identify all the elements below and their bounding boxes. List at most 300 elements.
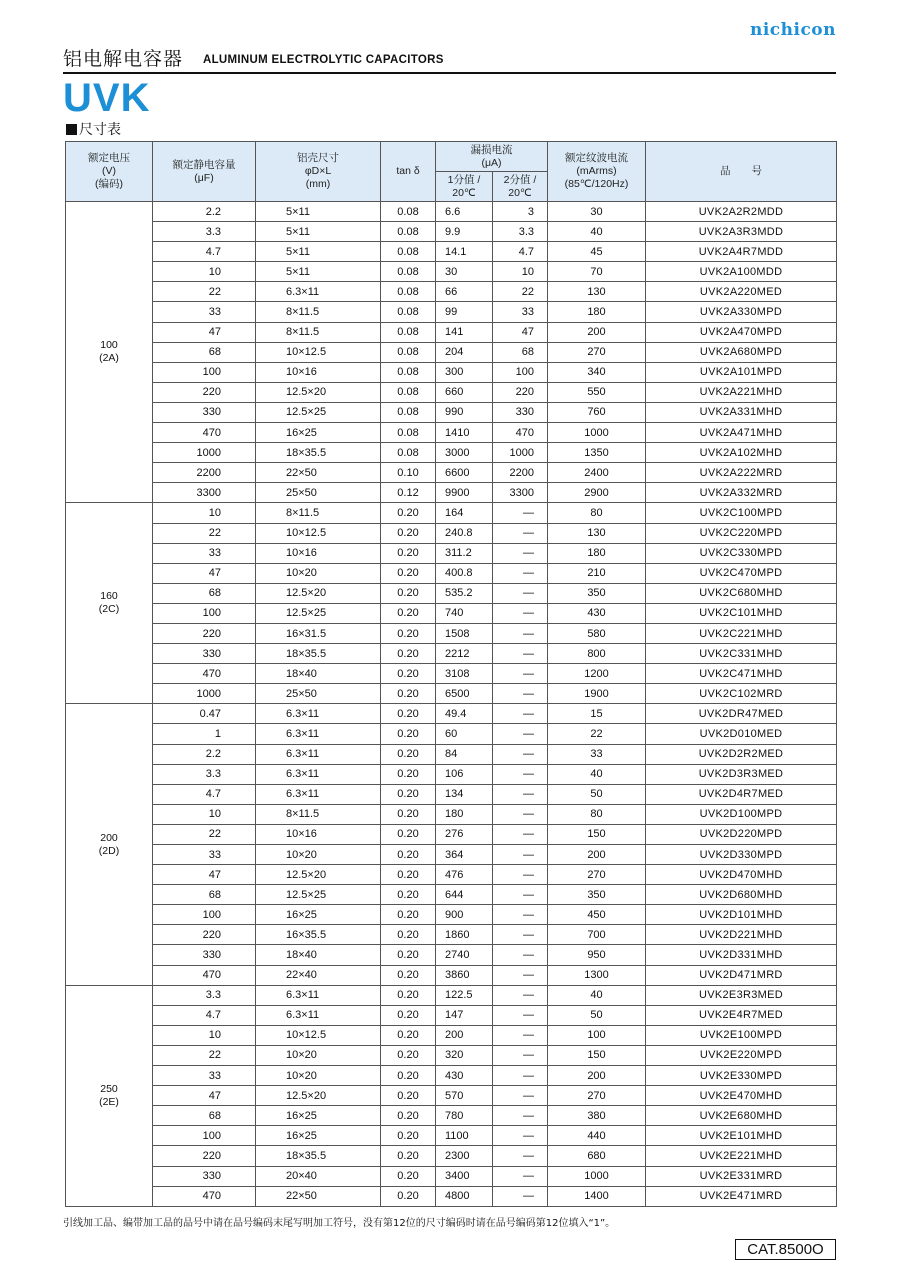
case-size-cell: 18×35.5 bbox=[256, 1146, 381, 1166]
header-part-number: 品 号 bbox=[646, 142, 837, 202]
tan-delta-cell: 0.20 bbox=[381, 1146, 436, 1166]
tan-delta-cell: 0.20 bbox=[381, 503, 436, 523]
case-size-cell: 5×11 bbox=[256, 242, 381, 262]
capacitance-cell: 1000 bbox=[153, 684, 256, 704]
part-number-cell: UVK2C221MHD bbox=[646, 623, 837, 643]
ripple-cell: 1000 bbox=[548, 423, 646, 443]
ripple-cell: 440 bbox=[548, 1126, 646, 1146]
leakage-2min-cell: — bbox=[493, 764, 548, 784]
leakage-1min-cell: 1508 bbox=[436, 623, 493, 643]
case-size-cell: 18×35.5 bbox=[256, 443, 381, 463]
capacitance-cell: 10 bbox=[153, 1025, 256, 1045]
tan-delta-cell: 0.10 bbox=[381, 463, 436, 483]
tan-delta-cell: 0.20 bbox=[381, 1086, 436, 1106]
tan-delta-cell: 0.20 bbox=[381, 523, 436, 543]
capacitance-cell: 1000 bbox=[153, 443, 256, 463]
table-row bbox=[66, 1086, 837, 1106]
leakage-1min-cell: 300 bbox=[436, 362, 493, 382]
tan-delta-cell: 0.20 bbox=[381, 644, 436, 664]
part-number-cell: UVK2E100MPD bbox=[646, 1025, 837, 1045]
capacitance-cell: 10 bbox=[153, 804, 256, 824]
case-size-cell: 8×11.5 bbox=[256, 322, 381, 342]
capacitance-cell: 3.3 bbox=[153, 985, 256, 1005]
leakage-1min-cell: 49.4 bbox=[436, 704, 493, 724]
tan-delta-cell: 0.20 bbox=[381, 824, 436, 844]
leakage-2min-cell: — bbox=[493, 704, 548, 724]
leakage-2min-cell: — bbox=[493, 503, 548, 523]
capacitance-cell: 22 bbox=[153, 282, 256, 302]
table-row bbox=[66, 1126, 837, 1146]
tan-delta-cell: 0.20 bbox=[381, 885, 436, 905]
case-size-cell: 22×50 bbox=[256, 1186, 381, 1206]
part-number-cell: UVK2D100MPD bbox=[646, 804, 837, 824]
table-row bbox=[66, 382, 837, 402]
ripple-cell: 680 bbox=[548, 1146, 646, 1166]
tan-delta-cell: 0.20 bbox=[381, 865, 436, 885]
tan-delta-cell: 0.20 bbox=[381, 744, 436, 764]
part-number-cell: UVK2C100MPD bbox=[646, 503, 837, 523]
part-number-cell: UVK2C470MPD bbox=[646, 563, 837, 583]
tan-delta-cell: 0.20 bbox=[381, 1025, 436, 1045]
leakage-1min-cell: 2212 bbox=[436, 644, 493, 664]
tan-delta-cell: 0.20 bbox=[381, 1186, 436, 1206]
capacitance-cell: 470 bbox=[153, 965, 256, 985]
ripple-cell: 130 bbox=[548, 523, 646, 543]
capacitance-cell: 2.2 bbox=[153, 202, 256, 222]
capacitance-cell: 4.7 bbox=[153, 1005, 256, 1025]
voltage-cell: 100 (2A) bbox=[66, 202, 153, 503]
header-ripple: 额定纹波电流 (mArms) (85℃/120Hz) bbox=[548, 142, 646, 202]
ripple-cell: 200 bbox=[548, 1066, 646, 1086]
leakage-1min-cell: 644 bbox=[436, 885, 493, 905]
leakage-1min-cell: 476 bbox=[436, 865, 493, 885]
square-bullet-icon bbox=[66, 124, 77, 135]
capacitance-cell: 220 bbox=[153, 623, 256, 643]
tan-delta-cell: 0.08 bbox=[381, 443, 436, 463]
leakage-2min-cell: — bbox=[493, 1146, 548, 1166]
capacitance-cell: 330 bbox=[153, 945, 256, 965]
table-row bbox=[66, 402, 837, 422]
tan-delta-cell: 0.08 bbox=[381, 342, 436, 362]
case-size-cell: 6.3×11 bbox=[256, 744, 381, 764]
title-zh: 铝电解电容器 bbox=[63, 48, 184, 70]
case-size-cell: 10×12.5 bbox=[256, 523, 381, 543]
case-size-cell: 10×12.5 bbox=[256, 1025, 381, 1045]
table-row bbox=[66, 543, 837, 563]
leakage-1min-cell: 141 bbox=[436, 322, 493, 342]
leakage-1min-cell: 147 bbox=[436, 1005, 493, 1025]
capacitance-cell: 4.7 bbox=[153, 242, 256, 262]
leakage-2min-cell: — bbox=[493, 945, 548, 965]
capacitance-cell: 100 bbox=[153, 362, 256, 382]
ripple-cell: 15 bbox=[548, 704, 646, 724]
tan-delta-cell: 0.20 bbox=[381, 784, 436, 804]
table-row bbox=[66, 985, 837, 1005]
leakage-1min-cell: 14.1 bbox=[436, 242, 493, 262]
part-number-cell: UVK2C331MHD bbox=[646, 644, 837, 664]
ripple-cell: 430 bbox=[548, 603, 646, 623]
case-size-cell: 16×35.5 bbox=[256, 925, 381, 945]
tan-delta-cell: 0.20 bbox=[381, 845, 436, 865]
ripple-cell: 80 bbox=[548, 503, 646, 523]
table-row bbox=[66, 1146, 837, 1166]
tan-delta-cell: 0.08 bbox=[381, 262, 436, 282]
case-size-cell: 16×25 bbox=[256, 905, 381, 925]
leakage-2min-cell: — bbox=[493, 845, 548, 865]
tan-delta-cell: 0.20 bbox=[381, 623, 436, 643]
leakage-1min-cell: 30 bbox=[436, 262, 493, 282]
ripple-cell: 580 bbox=[548, 623, 646, 643]
leakage-1min-cell: 84 bbox=[436, 744, 493, 764]
part-number-cell: UVK2E101MHD bbox=[646, 1126, 837, 1146]
tan-delta-cell: 0.20 bbox=[381, 664, 436, 684]
capacitance-cell: 47 bbox=[153, 563, 256, 583]
tan-delta-cell: 0.20 bbox=[381, 1045, 436, 1065]
case-size-cell: 10×20 bbox=[256, 845, 381, 865]
table-row bbox=[66, 644, 837, 664]
tan-delta-cell: 0.20 bbox=[381, 945, 436, 965]
leakage-1min-cell: 240.8 bbox=[436, 523, 493, 543]
table-row bbox=[66, 483, 837, 503]
leakage-1min-cell: 3000 bbox=[436, 443, 493, 463]
capacitance-cell: 0.47 bbox=[153, 704, 256, 724]
case-size-cell: 10×20 bbox=[256, 1045, 381, 1065]
case-size-cell: 16×31.5 bbox=[256, 623, 381, 643]
tan-delta-cell: 0.08 bbox=[381, 282, 436, 302]
leakage-2min-cell: — bbox=[493, 623, 548, 643]
part-number-cell: UVK2A101MPD bbox=[646, 362, 837, 382]
table-row bbox=[66, 282, 837, 302]
table-row bbox=[66, 623, 837, 643]
case-size-cell: 10×12.5 bbox=[256, 342, 381, 362]
table-row bbox=[66, 1106, 837, 1126]
part-number-cell: UVK2A2R2MDD bbox=[646, 202, 837, 222]
table-row bbox=[66, 443, 837, 463]
part-number-cell: UVK2D330MPD bbox=[646, 845, 837, 865]
leakage-2min-cell: 47 bbox=[493, 322, 548, 342]
tan-delta-cell: 0.20 bbox=[381, 1166, 436, 1186]
table-body bbox=[66, 202, 837, 1207]
capacitance-cell: 3.3 bbox=[153, 222, 256, 242]
ripple-cell: 700 bbox=[548, 925, 646, 945]
leakage-2min-cell: 3 bbox=[493, 202, 548, 222]
case-size-cell: 10×20 bbox=[256, 1066, 381, 1086]
table-row bbox=[66, 563, 837, 583]
leakage-2min-cell: — bbox=[493, 684, 548, 704]
part-number-cell: UVK2D4R7MED bbox=[646, 784, 837, 804]
part-number-cell: UVK2E221MHD bbox=[646, 1146, 837, 1166]
part-number-cell: UVK2A220MED bbox=[646, 282, 837, 302]
case-size-cell: 6.3×11 bbox=[256, 704, 381, 724]
section-title bbox=[66, 119, 121, 139]
table-row bbox=[66, 704, 837, 724]
table-row bbox=[66, 463, 837, 483]
part-number-cell: UVK2D470MHD bbox=[646, 865, 837, 885]
leakage-2min-cell: — bbox=[493, 824, 548, 844]
tan-delta-cell: 0.12 bbox=[381, 483, 436, 503]
tan-delta-cell: 0.08 bbox=[381, 402, 436, 422]
part-number-cell: UVK2D221MHD bbox=[646, 925, 837, 945]
case-size-cell: 10×16 bbox=[256, 824, 381, 844]
leakage-1min-cell: 276 bbox=[436, 824, 493, 844]
leakage-2min-cell: — bbox=[493, 724, 548, 744]
ripple-cell: 180 bbox=[548, 543, 646, 563]
leakage-1min-cell: 1410 bbox=[436, 423, 493, 443]
table-row bbox=[66, 905, 837, 925]
part-number-cell: UVK2E470MHD bbox=[646, 1086, 837, 1106]
tan-delta-cell: 0.20 bbox=[381, 965, 436, 985]
tan-delta-cell: 0.20 bbox=[381, 1066, 436, 1086]
header-leakage-1min: 1分值 / 20℃ bbox=[436, 172, 493, 202]
leakage-2min-cell: 33 bbox=[493, 302, 548, 322]
leakage-1min-cell: 66 bbox=[436, 282, 493, 302]
table-row bbox=[66, 1166, 837, 1186]
case-size-cell: 8×11.5 bbox=[256, 302, 381, 322]
part-number-cell: UVK2E331MRD bbox=[646, 1166, 837, 1186]
part-number-cell: UVK2A471MHD bbox=[646, 423, 837, 443]
ripple-cell: 130 bbox=[548, 282, 646, 302]
title-en: ALUMINUM ELECTROLYTIC CAPACITORS bbox=[203, 54, 444, 66]
part-number-cell: UVK2D471MRD bbox=[646, 965, 837, 985]
tan-delta-cell: 0.08 bbox=[381, 222, 436, 242]
leakage-2min-cell: 22 bbox=[493, 282, 548, 302]
capacitance-cell: 3.3 bbox=[153, 764, 256, 784]
ripple-cell: 2400 bbox=[548, 463, 646, 483]
table-row bbox=[66, 342, 837, 362]
table-row bbox=[66, 885, 837, 905]
capacitance-cell: 68 bbox=[153, 1106, 256, 1126]
ripple-cell: 150 bbox=[548, 1045, 646, 1065]
page-header bbox=[63, 44, 836, 74]
series-title: UVK bbox=[63, 76, 151, 120]
case-size-cell: 18×40 bbox=[256, 945, 381, 965]
tan-delta-cell: 0.20 bbox=[381, 543, 436, 563]
capacitance-cell: 33 bbox=[153, 543, 256, 563]
ripple-cell: 1200 bbox=[548, 664, 646, 684]
part-number-cell: UVK2A3R3MDD bbox=[646, 222, 837, 242]
tan-delta-cell: 0.20 bbox=[381, 985, 436, 1005]
leakage-1min-cell: 204 bbox=[436, 342, 493, 362]
leakage-1min-cell: 320 bbox=[436, 1045, 493, 1065]
ripple-cell: 270 bbox=[548, 1086, 646, 1106]
part-number-cell: UVK2E3R3MED bbox=[646, 985, 837, 1005]
part-number-cell: UVK2A680MPD bbox=[646, 342, 837, 362]
leakage-2min-cell: — bbox=[493, 1086, 548, 1106]
case-size-cell: 16×25 bbox=[256, 1126, 381, 1146]
part-number-cell: UVK2A331MHD bbox=[646, 402, 837, 422]
capacitance-cell: 330 bbox=[153, 644, 256, 664]
footnote: 引线加工品、编带加工品的品号中请在品号编码末尾写明加工符号，没有第12位的尺寸编码时请在品号编码第12位填入“1”。 bbox=[63, 1218, 616, 1229]
capacitance-cell: 470 bbox=[153, 423, 256, 443]
tan-delta-cell: 0.20 bbox=[381, 684, 436, 704]
header-capacitance: 额定静电容量 (μF) bbox=[153, 142, 256, 202]
capacitance-cell: 100 bbox=[153, 905, 256, 925]
table-row bbox=[66, 1186, 837, 1206]
part-number-cell: UVK2C330MPD bbox=[646, 543, 837, 563]
part-number-cell: UVK2D2R2MED bbox=[646, 744, 837, 764]
leakage-1min-cell: 6500 bbox=[436, 684, 493, 704]
part-number-cell: UVK2E330MPD bbox=[646, 1066, 837, 1086]
part-number-cell: UVK2A221MHD bbox=[646, 382, 837, 402]
capacitance-cell: 22 bbox=[153, 824, 256, 844]
header-voltage: 额定电压 (V) (编码) bbox=[66, 142, 153, 202]
leakage-1min-cell: 900 bbox=[436, 905, 493, 925]
ripple-cell: 950 bbox=[548, 945, 646, 965]
leakage-1min-cell: 780 bbox=[436, 1106, 493, 1126]
table-row bbox=[66, 1066, 837, 1086]
case-size-cell: 18×35.5 bbox=[256, 644, 381, 664]
case-size-cell: 22×40 bbox=[256, 965, 381, 985]
dimension-table bbox=[65, 141, 837, 1207]
leakage-1min-cell: 3860 bbox=[436, 965, 493, 985]
case-size-cell: 16×25 bbox=[256, 1106, 381, 1126]
case-size-cell: 5×11 bbox=[256, 202, 381, 222]
part-number-cell: UVK2A102MHD bbox=[646, 443, 837, 463]
part-number-cell: UVK2E680MHD bbox=[646, 1106, 837, 1126]
part-number-cell: UVK2D331MHD bbox=[646, 945, 837, 965]
leakage-2min-cell: — bbox=[493, 905, 548, 925]
case-size-cell: 6.3×11 bbox=[256, 724, 381, 744]
part-number-cell: UVK2A100MDD bbox=[646, 262, 837, 282]
voltage-cell: 250 (2E) bbox=[66, 985, 153, 1206]
case-size-cell: 6.3×11 bbox=[256, 1005, 381, 1025]
leakage-1min-cell: 400.8 bbox=[436, 563, 493, 583]
capacitance-cell: 330 bbox=[153, 402, 256, 422]
ripple-cell: 550 bbox=[548, 382, 646, 402]
capacitance-cell: 22 bbox=[153, 523, 256, 543]
capacitance-cell: 220 bbox=[153, 382, 256, 402]
case-size-cell: 6.3×11 bbox=[256, 784, 381, 804]
case-size-cell: 12.5×20 bbox=[256, 583, 381, 603]
capacitance-cell: 330 bbox=[153, 1166, 256, 1186]
case-size-cell: 18×40 bbox=[256, 664, 381, 684]
section-label: 尺寸表 bbox=[79, 122, 121, 138]
header-leakage-2min: 2分值 / 20℃ bbox=[493, 172, 548, 202]
leakage-2min-cell: — bbox=[493, 583, 548, 603]
leakage-2min-cell: 1000 bbox=[493, 443, 548, 463]
table-row bbox=[66, 1025, 837, 1045]
tan-delta-cell: 0.20 bbox=[381, 603, 436, 623]
part-number-cell: UVK2A222MRD bbox=[646, 463, 837, 483]
voltage-cell: 160 (2C) bbox=[66, 503, 153, 704]
leakage-2min-cell: — bbox=[493, 603, 548, 623]
ripple-cell: 380 bbox=[548, 1106, 646, 1126]
ripple-cell: 200 bbox=[548, 845, 646, 865]
leakage-2min-cell: 2200 bbox=[493, 463, 548, 483]
case-size-cell: 12.5×20 bbox=[256, 865, 381, 885]
case-size-cell: 16×25 bbox=[256, 423, 381, 443]
leakage-2min-cell: 100 bbox=[493, 362, 548, 382]
table-row bbox=[66, 523, 837, 543]
ripple-cell: 1900 bbox=[548, 684, 646, 704]
part-number-cell: UVK2A330MPD bbox=[646, 302, 837, 322]
ripple-cell: 350 bbox=[548, 885, 646, 905]
part-number-cell: UVK2D680MHD bbox=[646, 885, 837, 905]
ripple-cell: 450 bbox=[548, 905, 646, 925]
capacitance-cell: 47 bbox=[153, 865, 256, 885]
leakage-1min-cell: 660 bbox=[436, 382, 493, 402]
ripple-cell: 33 bbox=[548, 744, 646, 764]
leakage-2min-cell: — bbox=[493, 1186, 548, 1206]
capacitance-cell: 220 bbox=[153, 1146, 256, 1166]
table-row bbox=[66, 503, 837, 523]
tan-delta-cell: 0.20 bbox=[381, 1126, 436, 1146]
leakage-1min-cell: 9900 bbox=[436, 483, 493, 503]
table-row bbox=[66, 1045, 837, 1065]
table-row bbox=[66, 423, 837, 443]
tan-delta-cell: 0.20 bbox=[381, 804, 436, 824]
leakage-2min-cell: — bbox=[493, 925, 548, 945]
leakage-1min-cell: 1100 bbox=[436, 1126, 493, 1146]
ripple-cell: 70 bbox=[548, 262, 646, 282]
table-row bbox=[66, 222, 837, 242]
tan-delta-cell: 0.20 bbox=[381, 1005, 436, 1025]
capacitance-cell: 2200 bbox=[153, 463, 256, 483]
leakage-1min-cell: 4800 bbox=[436, 1186, 493, 1206]
case-size-cell: 8×11.5 bbox=[256, 503, 381, 523]
ripple-cell: 200 bbox=[548, 322, 646, 342]
capacitance-cell: 10 bbox=[153, 262, 256, 282]
tan-delta-cell: 0.08 bbox=[381, 423, 436, 443]
leakage-1min-cell: 570 bbox=[436, 1086, 493, 1106]
case-size-cell: 20×40 bbox=[256, 1166, 381, 1186]
table-row bbox=[66, 362, 837, 382]
tan-delta-cell: 0.20 bbox=[381, 724, 436, 744]
leakage-2min-cell: 3300 bbox=[493, 483, 548, 503]
table-row bbox=[66, 804, 837, 824]
leakage-2min-cell: 4.7 bbox=[493, 242, 548, 262]
leakage-1min-cell: 3400 bbox=[436, 1166, 493, 1186]
tan-delta-cell: 0.20 bbox=[381, 905, 436, 925]
ripple-cell: 800 bbox=[548, 644, 646, 664]
case-size-cell: 12.5×25 bbox=[256, 402, 381, 422]
ripple-cell: 45 bbox=[548, 242, 646, 262]
brand-logo: nichicon bbox=[749, 20, 836, 40]
case-size-cell: 10×16 bbox=[256, 543, 381, 563]
table-row bbox=[66, 865, 837, 885]
tan-delta-cell: 0.08 bbox=[381, 322, 436, 342]
capacitance-cell: 470 bbox=[153, 664, 256, 684]
ripple-cell: 100 bbox=[548, 1025, 646, 1045]
ripple-cell: 270 bbox=[548, 865, 646, 885]
table-row bbox=[66, 724, 837, 744]
leakage-2min-cell: — bbox=[493, 1126, 548, 1146]
table-row bbox=[66, 322, 837, 342]
ripple-cell: 1000 bbox=[548, 1166, 646, 1186]
capacitance-cell: 3300 bbox=[153, 483, 256, 503]
tan-delta-cell: 0.08 bbox=[381, 202, 436, 222]
leakage-2min-cell: — bbox=[493, 865, 548, 885]
part-number-cell: UVK2A332MRD bbox=[646, 483, 837, 503]
capacitance-cell: 47 bbox=[153, 322, 256, 342]
table-row bbox=[66, 664, 837, 684]
leakage-1min-cell: 200 bbox=[436, 1025, 493, 1045]
case-size-cell: 10×20 bbox=[256, 563, 381, 583]
leakage-1min-cell: 6600 bbox=[436, 463, 493, 483]
case-size-cell: 5×11 bbox=[256, 262, 381, 282]
tan-delta-cell: 0.20 bbox=[381, 704, 436, 724]
part-number-cell: UVK2E471MRD bbox=[646, 1186, 837, 1206]
part-number-cell: UVK2D010MED bbox=[646, 724, 837, 744]
leakage-2min-cell: — bbox=[493, 1045, 548, 1065]
leakage-1min-cell: 106 bbox=[436, 764, 493, 784]
case-size-cell: 5×11 bbox=[256, 222, 381, 242]
leakage-1min-cell: 3108 bbox=[436, 664, 493, 684]
table-row bbox=[66, 925, 837, 945]
ripple-cell: 50 bbox=[548, 784, 646, 804]
table-row bbox=[66, 684, 837, 704]
leakage-1min-cell: 60 bbox=[436, 724, 493, 744]
